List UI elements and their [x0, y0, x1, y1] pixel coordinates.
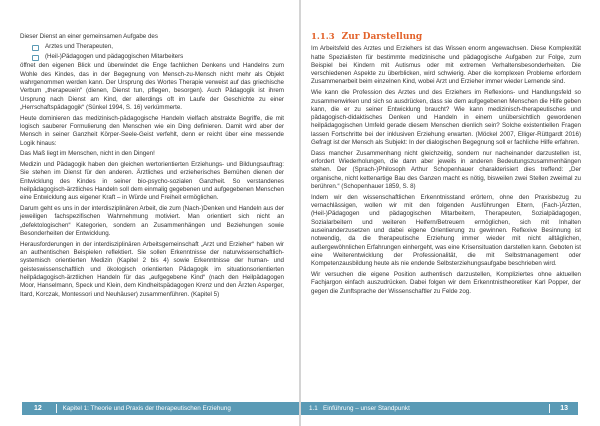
body-paragraph: Indem wir den wissenschaftlichen Erkenntnisstand erörtern, ohne den Praxisbezug zu vernachlässigen, wollen wir mit den folgenden Ausführungen Eltern, (Fach-)Ärzten, (Heil-)Pädagogen und pädagogischen Mitarbeitern, Therapeuten, Sozialpädagogen, Sozialarbeitern und weiteren Helfern/Betreuern ermöglichen, sich mit Inhalten auseinanderzusetzen und dabei eigene Orientierung zu gewinnen. Reflexive Besinnung ist notwendig, da die therapeutische Erziehung immer wieder mit nicht alltäglichen, außergewöhnlichen Erfahrungen einhergeht, was eine Krisensituation darstellen kann. Geboten ist eine Weiterentwicklung der Professionalität, die mit Selbstmanagement oder Kompetenzausbildung heute als nie endende Selbsterziehungsaufgabe beschrieben wird.: [311, 193, 581, 268]
bullet-text: Arztes und Therapeuten,: [45, 42, 113, 50]
right-page: [301, 0, 600, 426]
checkbox-bullet-icon: [32, 55, 39, 61]
section-title: Zur Darstellung: [341, 32, 423, 42]
body-paragraph: Medizin und Pädagogik haben den gleichen wertorientierten Erziehungs- und Bildungsauftrag: Sie stehen im Dienst für den anderen. Ärztliches und erzieherisches Bemühen dienen der Entwicklung des Kindes in seiner bio-psycho-sozialen Ganzheit. So verstandenes heilpädagogisch-ärztliches Handeln soll dem einmalig gegebenen und aufgegebenen Menschen eine Entwicklung aus eigener Kraft – in Würde und Freiheit ermöglichen.: [20, 161, 284, 202]
intro-line: Dieser Dienst an einer gemeinsamen Aufgabe des: [20, 33, 158, 40]
section-heading: [311, 33, 581, 41]
body-paragraph: Darum geht es uns in der interdisziplinären Arbeit, die zum (Nach-)Denken und Handeln aus der jeweiligen fachspezifischen Wahrnehmung motiviert. Man orientiert sich nicht an „defektologischen“ Kategorien, sondern an Zusammenhängen und Beziehungen sowie Besonderheiten der Entwicklung.: [20, 205, 284, 238]
right-page-footer: [301, 402, 578, 415]
body-paragraph: Das Maß liegt im Menschen, nicht in den Dingen!: [20, 150, 155, 158]
footer-divider: [549, 404, 550, 413]
running-section-number: 1.1: [309, 405, 318, 412]
bullet-item: [20, 43, 284, 51]
running-title: Kapitel 1: Theorie und Praxis der therapeutischen Erziehung: [62, 405, 231, 412]
checkbox-bullet-icon: [32, 45, 39, 51]
body-paragraph: Wie kann die Profession des Arztes und des Erziehers im Reflexions- und Handlungsfeld so zusammenwirken und sich so ausdrücken, dass sie dem aufgegebenen Menschen die Hilfe geben kann, die er zu seiner Entwicklung braucht? Wie kann medizinisch-therapeutisches und pädagogisch-didaktisches Denken und Handeln in einem unübersichtlich gewordenen heilpädagogischen Umfeld gerade diesem Menschen dienlich sein? Solche existentiellen Fragen lassen Fortschritte bei der inklusiven Erziehung erwarten. (Möckel 2007, Elliger-Rüttgardt 2016) Gefragt ist der Mensch als Subjekt: In der dialogischen Begegnung soll er fachliche Hilfe erfahren.: [311, 89, 581, 147]
running-section: [301, 402, 549, 415]
bullet-text: (Heil-)Pädagogen und pädagogischen Mitarbeiters: [45, 52, 184, 60]
bullet-item: [20, 53, 284, 61]
page-number: 12: [34, 405, 42, 412]
left-page-footer: [22, 402, 299, 415]
running-title: Einführung – unser Standpunkt: [323, 405, 410, 412]
left-page: [0, 0, 299, 426]
body-paragraph: Wir versuchen die eigene Position authentisch darzustellen, Kompliziertes ohne aktuellen Fachjargon einfach auszudrücken. Dabei folgen wir dem Erkenntnistheoretiker Karl Popper, der gegen die Zunftsprache der Wissenschaftler zu Felde zog.: [311, 271, 581, 295]
left-page-content: [20, 33, 284, 301]
section-number: 1.1.3: [311, 32, 335, 42]
body-paragraph: Im Arbeitsfeld des Arztes und Erziehers ist das Wissen enorm angewachsen. Diese Komplexität hatte Spezialisten für bestimmte medizinische und pädagogische Aufgaben zur Folge, zum Beispiel bei Kindern mit Autismus oder mit extremen Verhaltensbesonderheiten. Die verschiedenen Aspekte zu überblicken, wird schwierig. Aber die komplexen Probleme erfordern Zusammenarbeit beim einzelnen Kind, wobei Arzt und Erzieher immer wieder Lernende sind.: [311, 45, 581, 86]
page-number: 13: [560, 405, 568, 412]
right-page-content: [311, 33, 581, 298]
body-paragraph: Heute dominieren das medizinisch-pädagogische Handeln vielfach abstrakte Begriffe, die mit logisch sauberer Formulierung den Menschen wie ein Ding definieren. Damit wird aber der Mensch in seiner Ganzheit Körper-Seele-Geist verfehlt, denn er reicht über eine messende Logik hinaus:: [20, 114, 284, 147]
body-paragraph: öffnet den eigenen Blick und überwindet die Enge fachlichen Denkens und Handelns zum Wohle des Kindes, das in der Begegnung von Mensch-zu-Mensch nicht mehr als Objekt wahrgenommen werden kann. Der Ursprung des Wortes Therapie verweist auf das griechische Verbum „therapeuein“ (dienen, Dienst tun, pflegen, besorgen). Auch Pädagogik ist ihrem Ursprung nach Dienst am Kind, der allerdings oft im Laufe der Geschichte zu einer „Herrschaftspädagogik“ (Sünkel 1994, S. 16) verkümmerte.: [20, 62, 284, 111]
body-paragraph: Dass mancher Zusammenhang nicht gleichzeitig, sondern nur nacheinander darzustellen ist, erfordert Wiederholungen, die dann aber jeweils in anderen Bedeutungszusammenhängen stehen. Der (Sprach-)Philosoph Arthur Schopenhauer charakterisiert dies treffend: „Der organische, nicht kettenartige Bau des Ganzen macht es nötig, bisweilen zwei Stellen zweimal zu berühren.“ (Schopenhauer 1859, S. 8): [311, 149, 581, 191]
body-paragraph: Herausforderungen in der interdisziplinären Arbeitsgemeinschaft „Arzt und Erzieher“ haben wir an authentischen Beispielen reflektiert. Sie sollen Erkenntnisse der naturwissenschaftlich-systemisch orientierten Medizin (Kapitel 2 bis 4) sowie Erkenntnisse der human- und geisteswissenschaftlich und ökologisch orientierten Pädagogik im situationsorientierten heilpädagogisch-ärztlichen Handeln für das „aufgegebene Kind“ (nach den Heilpädagogen Moor, Hanselmann, Speck und Klein, dem Kindheitspädagogen Krenz und den Ärzten Asperger, Itard, Korczak, Montessori und Neuhäuser) zusammenführen. (Kapitel 5): [20, 240, 284, 298]
footer-divider: [56, 404, 57, 413]
